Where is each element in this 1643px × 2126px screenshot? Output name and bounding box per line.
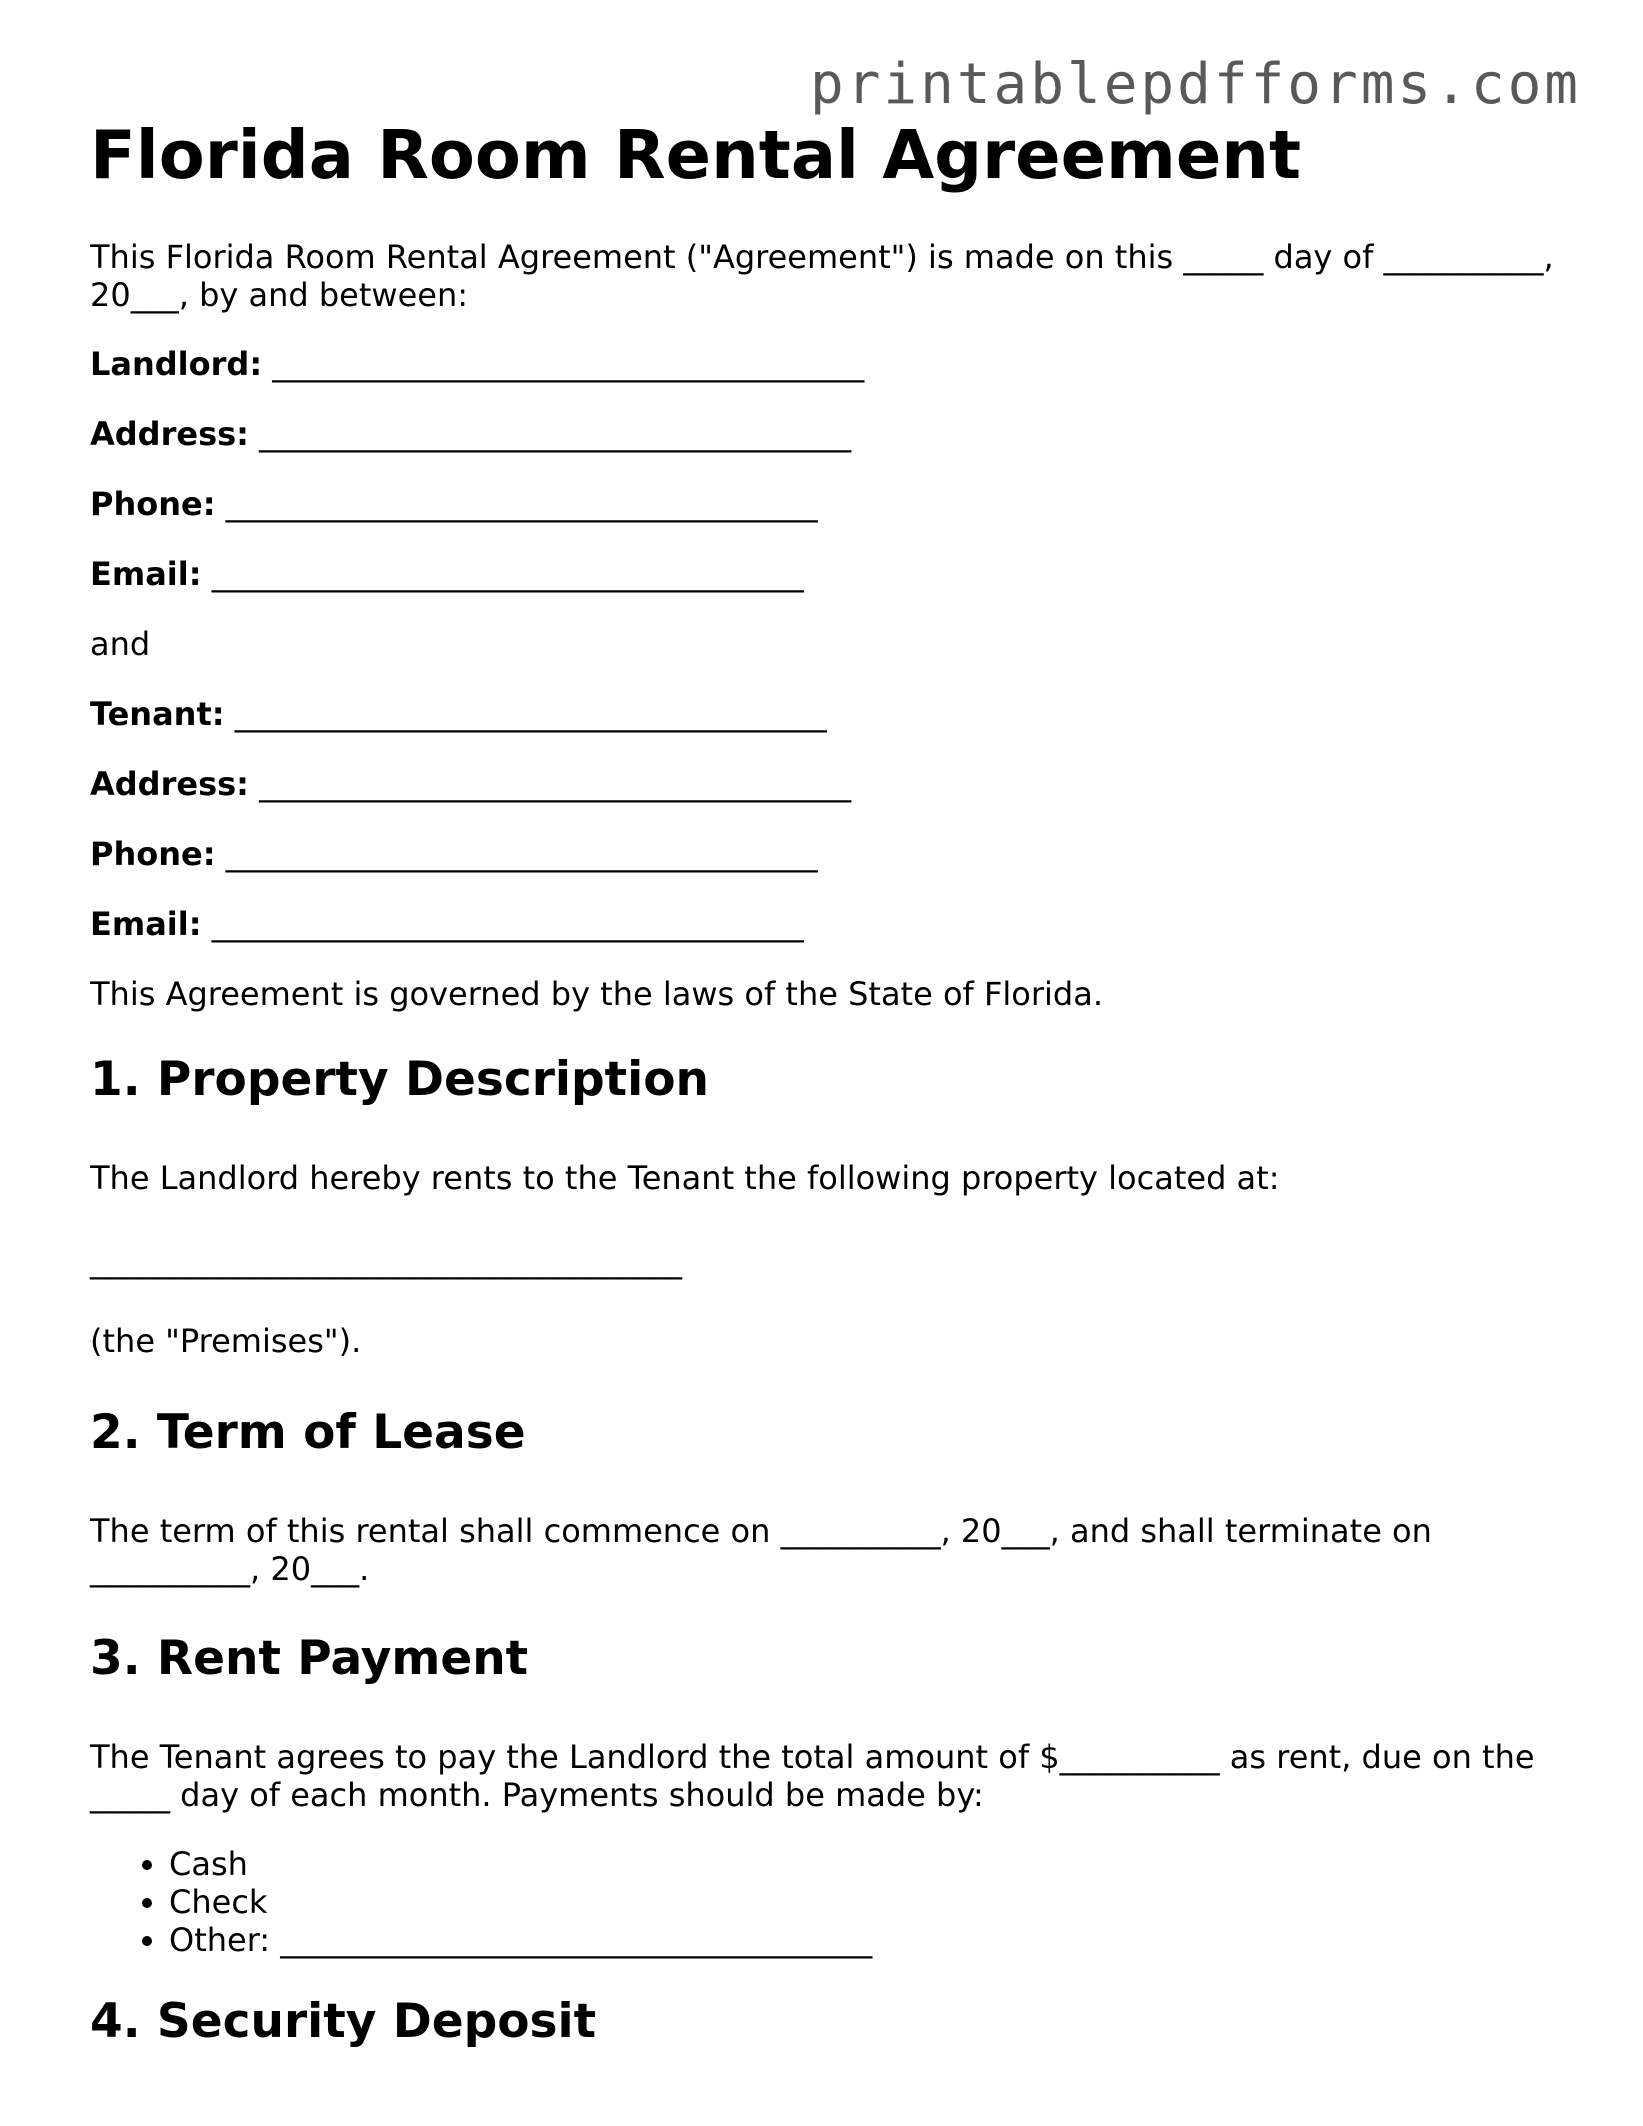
tenant-name-line: [90, 695, 1580, 733]
section-heading-property: 1. Property Description: [90, 1052, 709, 1107]
watermark: printablepdfforms.com: [809, 52, 1581, 117]
tenant-name-label: Tenant:: [90, 695, 225, 733]
landlord-name-blank[interactable]: _____________________________________: [272, 345, 865, 383]
landlord-address-line: [90, 415, 1580, 453]
landlord-address-label: Address:: [90, 415, 249, 453]
section-heading-term: 2. Term of Lease: [90, 1405, 526, 1460]
list-item: • Other: _____________________________________: [169, 1921, 1580, 1959]
tenant-address-label: Address:: [90, 765, 249, 803]
landlord-phone-line: [90, 485, 1580, 523]
landlord-email-label: Email:: [90, 555, 202, 593]
rent-text: The Tenant agrees to pay the Landlord the total amount of $__________ as rent, due on the _____ day of each month. Payments should be made by:: [90, 1738, 1535, 1814]
tenant-email-line: [90, 905, 1580, 943]
document-title: Florida Room Rental Agreement: [90, 116, 1302, 194]
and-text: and: [90, 625, 151, 663]
term-text: The term of this rental shall commence on __________, 20___, and shall terminate on __________, 20___.: [90, 1512, 1432, 1588]
tenant-email-label: Email:: [90, 905, 202, 943]
tenant-email-blank[interactable]: _____________________________________: [211, 905, 804, 943]
section-heading-rent: 3. Rent Payment: [90, 1631, 529, 1686]
tenant-phone-line: [90, 835, 1580, 873]
tenant-phone-label: Phone:: [90, 835, 216, 873]
premises-text: (the "Premises").: [90, 1322, 362, 1360]
landlord-email-line: [90, 555, 1580, 593]
landlord-phone-label: Phone:: [90, 485, 216, 523]
landlord-email-blank[interactable]: _____________________________________: [211, 555, 804, 593]
section-heading-deposit: 4. Security Deposit: [90, 1994, 597, 2049]
intro-paragraph: This Florida Room Rental Agreement ("Agreement") is made on this _____ day of __________, 20___, by and between:: [90, 238, 1554, 314]
tenant-phone-blank[interactable]: _____________________________________: [225, 835, 818, 873]
tenant-address-blank[interactable]: _____________________________________: [259, 765, 852, 803]
list-item: • Check: [169, 1883, 1580, 1921]
landlord-name-line: [90, 345, 1580, 383]
document-page: [90, 112, 1580, 2101]
tenant-name-blank[interactable]: _____________________________________: [234, 695, 827, 733]
payment-options-list: [90, 1845, 1580, 1959]
landlord-address-blank[interactable]: _____________________________________: [259, 415, 852, 453]
property-text: The Landlord hereby rents to the Tenant the following property located at:: [90, 1159, 1280, 1197]
property-address-blank[interactable]: _____________________________________: [90, 1242, 682, 1280]
tenant-address-line: [90, 765, 1580, 803]
governing-law-text: This Agreement is governed by the laws of the State of Florida.: [90, 975, 1103, 1013]
list-item: • Cash: [169, 1845, 1580, 1883]
landlord-phone-blank[interactable]: _____________________________________: [225, 485, 818, 523]
landlord-name-label: Landlord:: [90, 345, 263, 383]
